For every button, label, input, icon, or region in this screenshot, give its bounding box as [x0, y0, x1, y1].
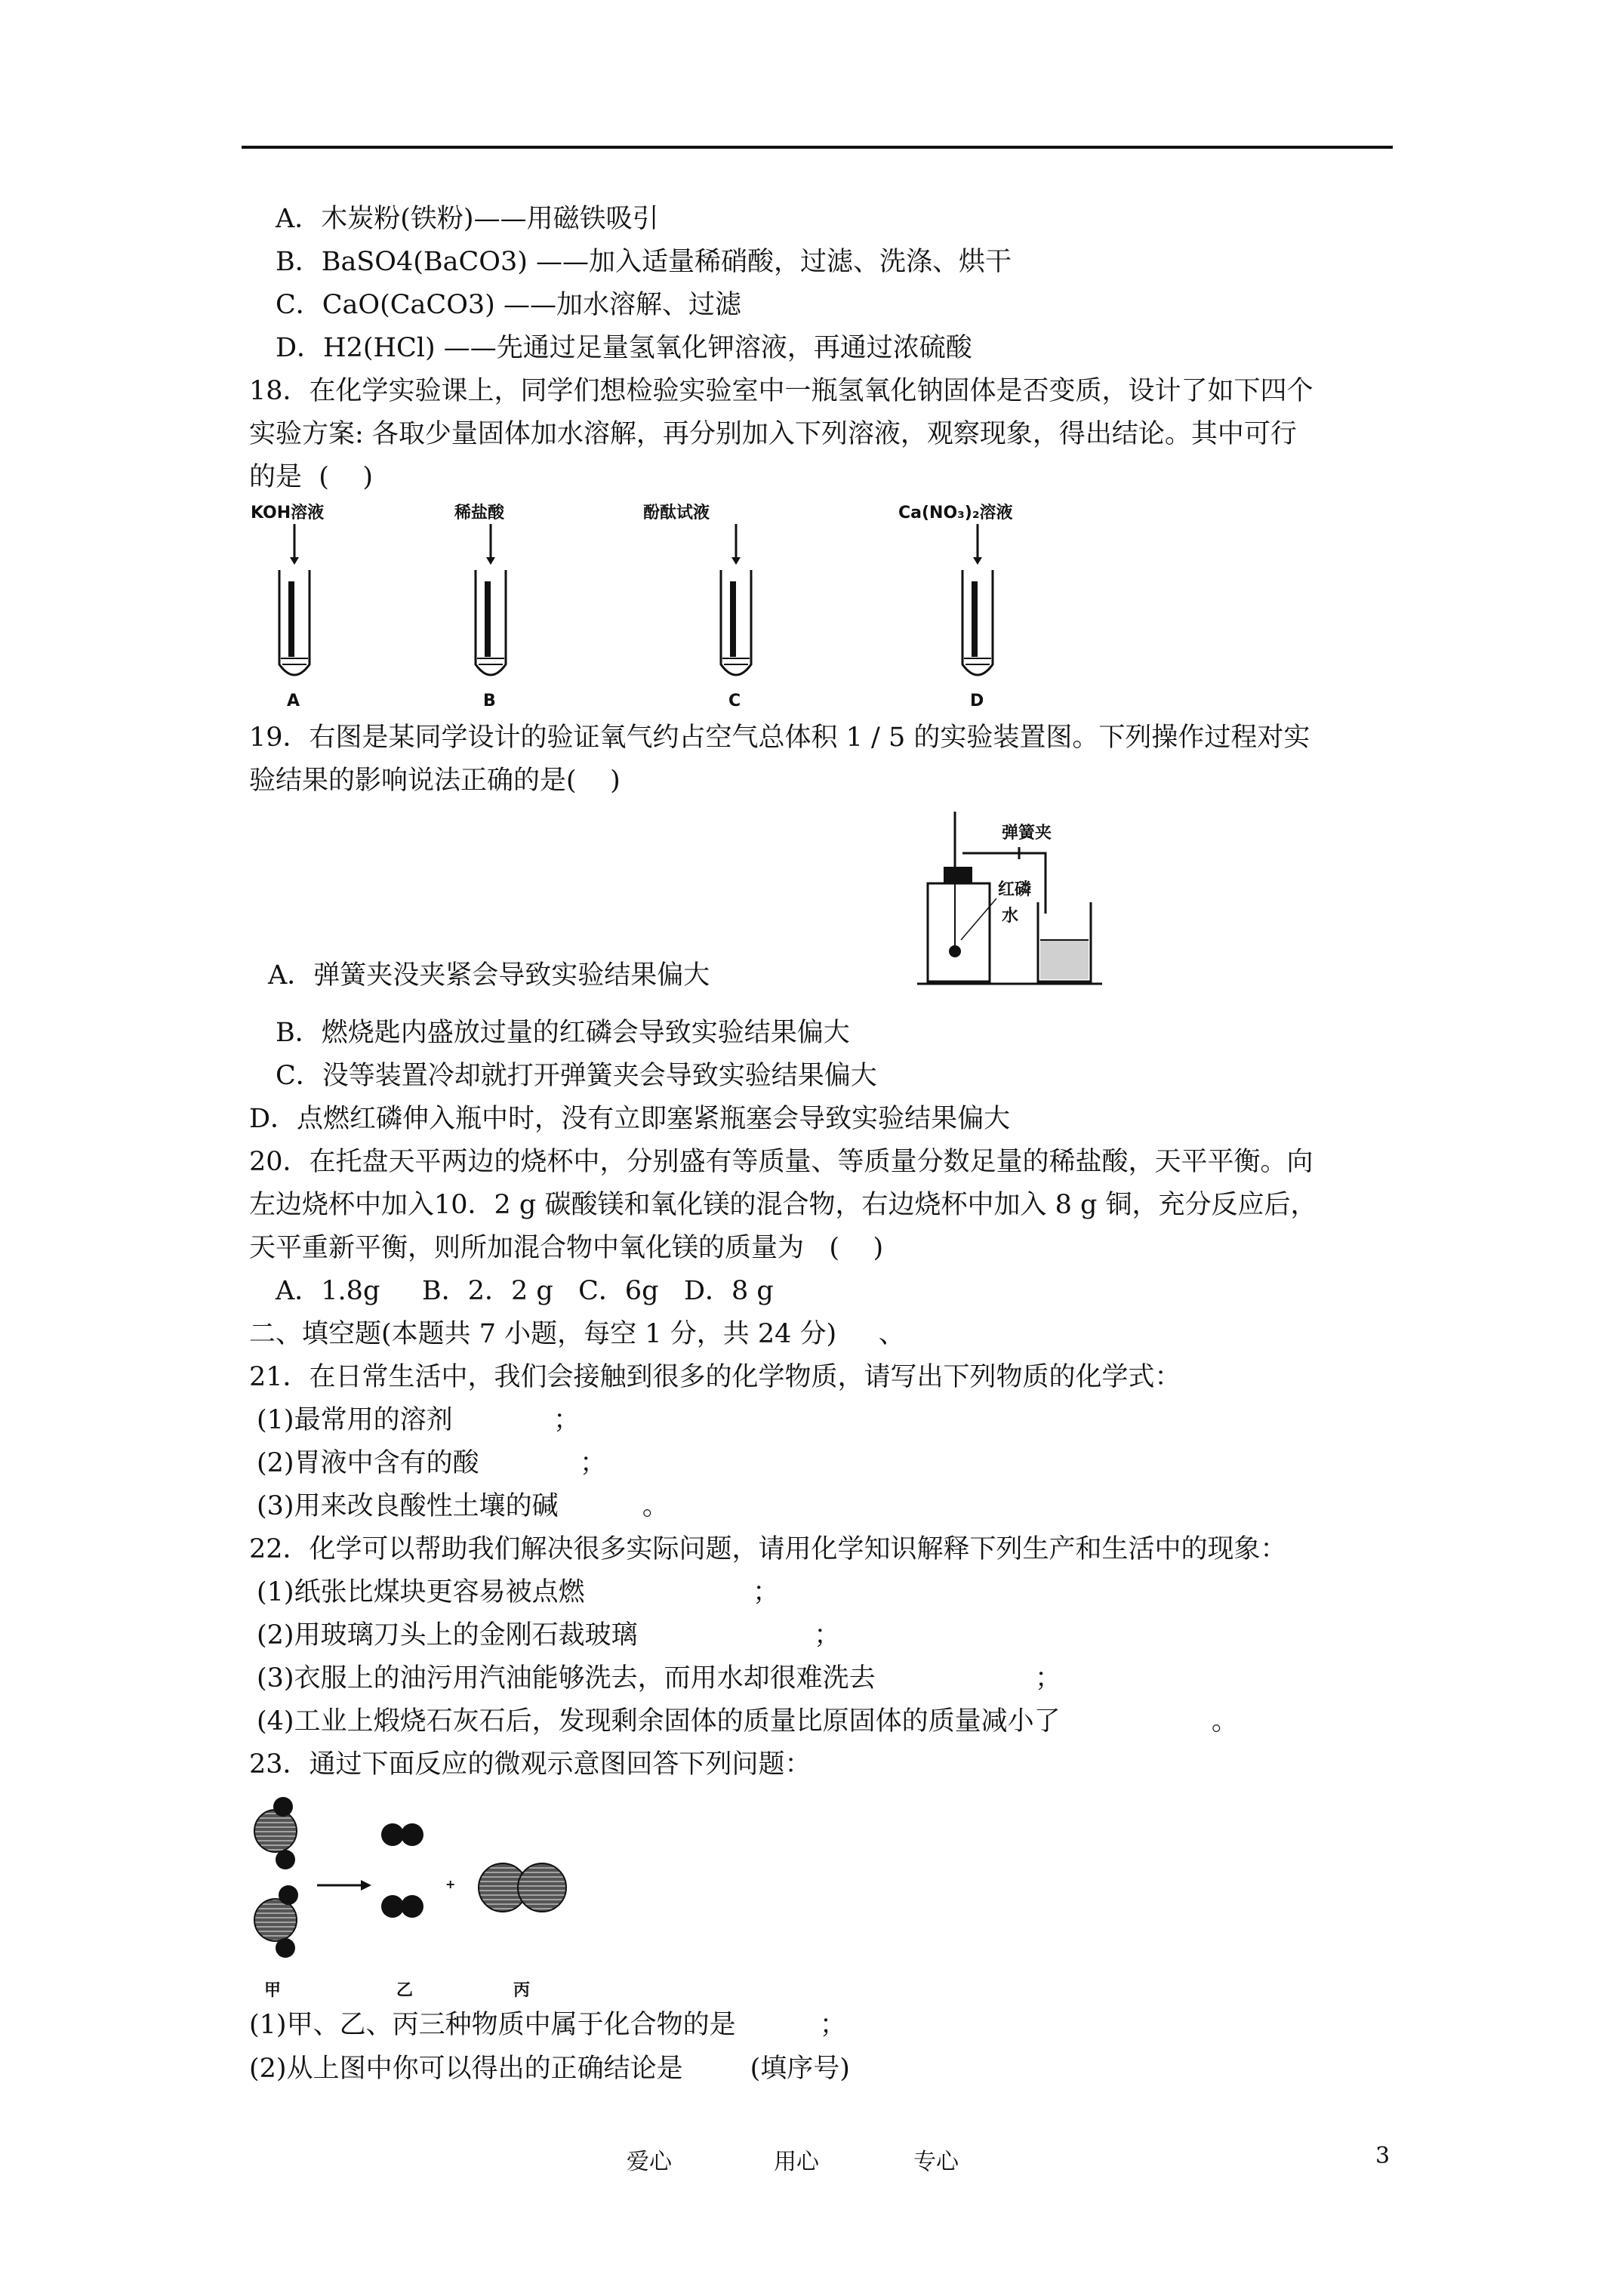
page-number: 3	[1375, 2143, 1390, 2169]
q18-line2: 实验方案: 各取少量固体加水溶解，再分别加入下列溶液，观察现象，得出结论。其中可行	[249, 419, 1297, 449]
q21-item3: (3)用来改良酸性土壤的碱 。	[257, 1491, 669, 1521]
molecule-jia	[254, 1797, 298, 1958]
label-bing: 丙	[513, 1981, 531, 2000]
q22-stem: 22．化学可以帮助我们解决很多实际问题，请用化学知识解释下列生产和生活中的现象：	[249, 1534, 1287, 1564]
tube-b-letter: B	[483, 692, 496, 710]
tube-b-reagent: 稀盐酸	[454, 504, 505, 522]
q17-option-d: D．H2(HCl) ——先通过足量氢氧化钾溶液，再通过浓硫酸	[276, 333, 972, 363]
molecule-yi	[381, 1823, 423, 1918]
q22-item3: (3)衣服上的油污用汽油能够洗去，而用水却很难洗去 ；	[257, 1663, 1061, 1693]
header-rule	[242, 146, 1393, 149]
q20-options: A．1.8g B．2．2 g C．6g D．8 g	[276, 1276, 774, 1306]
q18-line1: 18．在化学实验课上，同学们想检验实验室中一瓶氢氧化钠固体是否变质，设计了如下四个	[249, 376, 1313, 406]
footer-zhuanxin: 专心	[913, 2149, 959, 2175]
q19-option-a: A．弹簧夹没夹紧会导致实验结果偏大	[268, 960, 710, 991]
q19-line1: 19．右图是某同学设计的验证氧气约占空气总体积 1 / 5 的实验装置图。下列操作过程对实	[249, 723, 1310, 753]
q19-option-d: D．点燃红磷伸入瓶中时，没有立即塞紧瓶塞会导致实验结果偏大	[249, 1104, 1011, 1134]
tube-c	[643, 503, 751, 710]
q20-line3: 天平重新平衡，则所加混合物中氧化镁的质量为 ( )	[249, 1233, 884, 1263]
q23-stem: 23．通过下面反应的微观示意图回答下列问题：	[249, 1749, 812, 1780]
tube-d-reagent: Ca(NO₃)₂溶液	[898, 504, 1013, 522]
q22-item1: (1)纸张比煤块更容易被点燃 ；	[257, 1577, 780, 1607]
q23-item2: (2)从上图中你可以得出的正确结论是 (填序号)	[249, 2054, 850, 2084]
tube-c-reagent: 酚酞试液	[643, 504, 710, 522]
tube-d-letter: D	[970, 692, 984, 710]
q23-item1: (1)甲、乙、丙三种物质中属于化合物的是 ；	[249, 2010, 846, 2040]
q19-option-c: C．没等装置冷却就打开弹簧夹会导致实验结果偏大	[276, 1061, 877, 1091]
apparatus-phosphorus-label: 红磷	[998, 880, 1032, 899]
apparatus-water-label: 水	[1002, 907, 1019, 926]
q17-option-a: A．木炭粉(铁粉)——用磁铁吸引	[276, 204, 659, 234]
plus-sign: +	[445, 1877, 456, 1891]
q19-option-b: B．燃烧匙内盛放过量的红磷会导致实验结果偏大	[276, 1018, 850, 1048]
label-yi: 乙	[396, 1981, 414, 2000]
label-jia: 甲	[264, 1981, 282, 2000]
q18-line3: 的是 ( )	[249, 462, 374, 492]
q22-item4: (4)工业上煅烧石灰石后，发现剩余固体的质量比原固体的质量减小了 。	[257, 1706, 1238, 1737]
q20-line2: 左边烧杯中加入10．2 g 碳酸镁和氧化镁的混合物，右边烧杯中加入 8 g 铜，充分反应后，	[249, 1190, 1317, 1220]
reaction-diagram	[242, 1793, 596, 2001]
tube-b	[454, 503, 506, 710]
q19-line2: 验结果的影响说法正确的是( )	[249, 766, 621, 796]
tube-a	[251, 503, 324, 710]
tube-a-reagent: KOH溶液	[251, 504, 325, 522]
q17-option-c: C．CaO(CaCO3) ——加水溶解、过滤	[276, 290, 741, 320]
tube-a-letter: A	[287, 692, 300, 710]
q22-item2: (2)用玻璃刀头上的金刚石裁玻璃 ；	[257, 1620, 841, 1650]
test-tubes-figure	[249, 498, 1042, 713]
molecule-bing	[479, 1863, 566, 1912]
apparatus-figure	[917, 808, 1106, 989]
q21-item1: (1)最常用的溶剂 ；	[257, 1405, 581, 1435]
tube-c-letter: C	[728, 692, 741, 710]
q20-line1: 20．在托盘天平两边的烧杯中，分别盛有等质量、等质量分数足量的稀盐酸，天平平衡。向	[249, 1147, 1313, 1177]
footer-yongxin: 用心	[774, 2149, 819, 2175]
q21-stem: 21．在日常生活中，我们会接触到很多的化学物质，请写出下列物质的化学式：	[249, 1362, 1181, 1392]
tube-d	[898, 503, 1013, 710]
footer-aixin: 爱心	[627, 2149, 672, 2175]
q17-option-b: B．BaSO4(BaCO3) ——加入适量稀硝酸，过滤、洗涤、烘干	[276, 247, 1012, 277]
section-2-heading: 二、填空题(本题共 7 小题，每空 1 分，共 24 分) 、	[249, 1319, 905, 1349]
apparatus-clip-label: 弹簧夹	[1002, 824, 1052, 843]
q21-item2: (2)胃液中含有的酸 ；	[257, 1448, 607, 1478]
